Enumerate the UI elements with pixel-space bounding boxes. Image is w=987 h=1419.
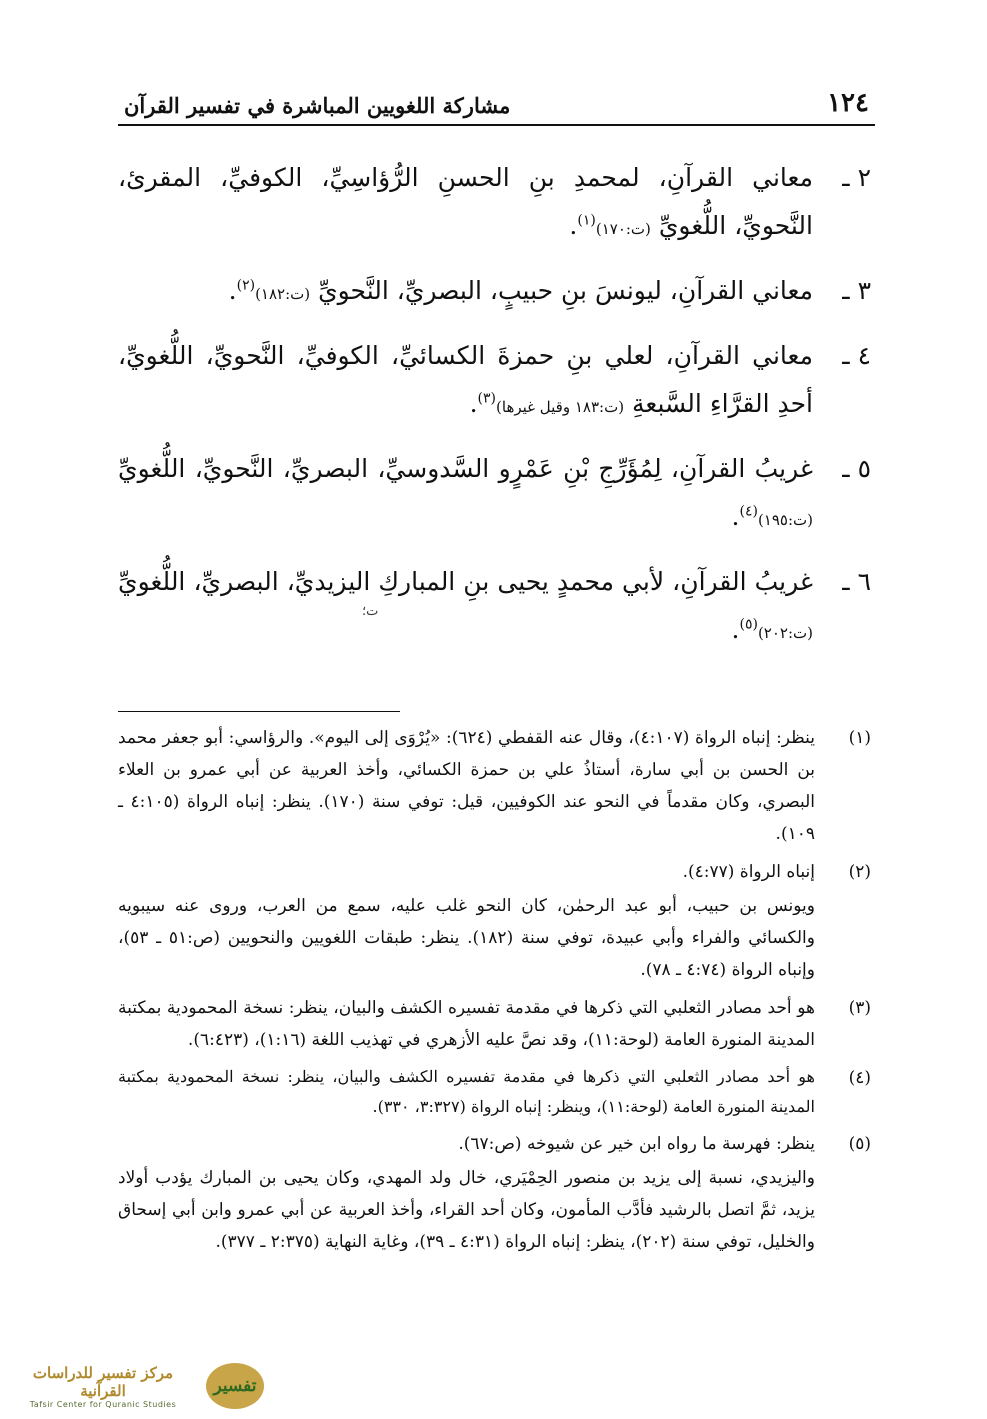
list-item-text: غريبُ القرآنِ، لأبي محمدٍ يحيى بنِ المباركِ اليزيديِّ، البصريِّ، اللُّغويِّ (ت:٢٠٢)$^{(٥)}$. xyxy=(118,567,813,644)
page-number: ١٢٤ xyxy=(827,88,869,118)
footnote-body xyxy=(118,1062,815,1122)
footnote-divider xyxy=(118,711,400,712)
list-item-number: ٣ ـ xyxy=(842,276,871,305)
footnote-number: (٣) xyxy=(848,998,871,1018)
death-date: (ت:٢٠٢) xyxy=(757,624,813,642)
logo-english-name: Tafsir Center for Quranic Studies xyxy=(29,1399,177,1409)
footnote-ref: (١) xyxy=(577,212,596,229)
footnote-number: (٥) xyxy=(848,1134,871,1154)
footnote-ref: (٣) xyxy=(477,390,497,407)
footnote-body xyxy=(118,722,815,850)
death-date: (ت:١٨٢) xyxy=(255,285,311,303)
death-date: (ت:١٩٥) xyxy=(757,511,813,529)
footnote-paragraph: هو أحد مصادر الثعلبي التي ذكرها في مقدمة تفسيره الكشف والبيان، ينظر: نسخة المحمودية بمكتبة المدينة المنورة العامة (لوحة:١١)، وقد نصَّ عليه الأزهري في تهذيب اللغة (١:١٦)، (٦:٤٢٣). xyxy=(118,998,815,1050)
footnote xyxy=(118,1128,875,1258)
death-date: (ت:١٧٠) xyxy=(595,220,651,238)
logo-mark-text: تفسير xyxy=(213,1376,257,1396)
list-item-text: غريبُ القرآنِ، لِمُؤَرِّجِ بْنِ عَمْرٍو السَّدوسيِّ، البصريِّ، النَّحويِّ، اللُّغويِّ (ت:١٩٥)$^{(٤)}$. xyxy=(118,454,813,531)
footnote xyxy=(118,722,875,850)
footnote-paragraph: هو أحد مصادر الثعلبي التي ذكرها في مقدمة تفسيره الكشف والبيان، ينظر: نسخة المحمودية بمكتبة المدينة المنورة العامة (لوحة:١١)، وينظر: إنباه الرواة (٣:٣٢٧، ٣٣٠). xyxy=(118,1067,815,1116)
footnote-body xyxy=(118,856,815,986)
death-date: (ت:١٨٣ وقيل غيرها) xyxy=(496,398,625,416)
list-item-number: ٥ ـ xyxy=(842,454,871,483)
entry-title: معاني القرآنِ، ليونسَ بنِ حبيبٍ، البصريِّ، النَّحويِّ xyxy=(318,276,813,305)
footnote xyxy=(118,856,875,986)
list-item-text: معاني القرآنِ، لعلي بنِ حمزةَ الكسائيِّ، الكوفيِّ، النَّحويِّ، اللُّغويِّ، أحدِ القرَّاءِ السَّبعةِ (ت:١٨٣ وقيل غيرها)$^{(٣)}$. xyxy=(118,341,813,418)
footnote xyxy=(118,1062,875,1122)
footnote-number: (٤) xyxy=(848,1068,871,1088)
footnote-ref: (٤) xyxy=(739,503,758,520)
footnote-number: (١) xyxy=(848,728,871,748)
footnote-body xyxy=(118,1128,815,1258)
footnote-paragraph: واليزيدي، نسبة إلى يزيد بن منصور الحِمْيَري، خال ولد المهدي، وكان يحيى بن المبارك يؤدب أولاد يزيد، ثمَّ اتصل بالرشيد فأدَّب المأمون، وكان أحد القراء، وأخذ العربية عن أبي عمرو وابن أبي إسحاق والخليل، توفي سنة (٢٠٢)، ينظر: إنباه الرواة (٤:٣١ ـ ٣٩)، وغاية النهاية (٢:٣٧٥ ـ ٣٧٧). xyxy=(118,1168,815,1252)
entry-title: معاني القرآنِ، لمحمدِ بنِ الحسنِ الرُّؤاسِيِّ، الكوفيِّ، المقرئ، النَّحويِّ، اللُّغويِّ xyxy=(118,163,813,240)
list-item-number: ٢ ـ xyxy=(842,163,871,192)
entry-title: غريبُ القرآنِ، لأبي محمدٍ يحيى بنِ المباركِ اليزيديِّ، البصريِّ، اللُّغويِّ xyxy=(118,567,813,596)
book-page xyxy=(118,78,875,1264)
list-item-text: معاني القرآنِ، لمحمدِ بنِ الحسنِ الرُّؤاسِيِّ، الكوفيِّ، المقرئ، النَّحويِّ، اللُّغويِّ (ت:١٧٠)$^{(١)}$. xyxy=(118,163,813,240)
logo-text xyxy=(8,1364,198,1409)
list-item xyxy=(118,154,875,253)
footnote xyxy=(118,992,875,1056)
footnote-ref: (٢) xyxy=(236,277,256,294)
list-item-number: ٦ ـ xyxy=(842,567,871,596)
list-item-number: ٤ ـ xyxy=(842,341,871,370)
footnote-body xyxy=(118,992,815,1056)
list-item xyxy=(118,445,875,544)
footnote-number: (٢) xyxy=(848,862,871,882)
footnote-divider-wrap xyxy=(118,691,875,712)
list-item-text: معاني القرآنِ، ليونسَ بنِ حبيبٍ، البصريِّ، النَّحويِّ (ت:١٨٢)$^{(٢)}$. xyxy=(228,276,813,305)
footnote-ref: (٥) xyxy=(739,616,758,633)
publisher-logo xyxy=(8,1360,266,1412)
footnote-paragraph: ينظر: فهرسة ما رواه ابن خير عن شيوخه (ص:٦٧). xyxy=(458,1134,815,1154)
footnote-paragraph: ويونس بن حبيب، أبو عبد الرحمٰن، كان النحو غلب عليه، سمع من العرب، وروى عنه سيبويه والكسائي والفراء وأبي عبيدة، توفي سنة (١٨٢). ينظر: طبقات اللغويين والنحويين (ص:٥١ ـ ٥٣)، وإنباه الرواة (٤:٧٤ ـ ٧٨). xyxy=(118,896,815,980)
page-header xyxy=(118,78,875,126)
list-item xyxy=(118,558,875,657)
entry-title: معاني القرآنِ، لعلي بنِ حمزةَ الكسائيِّ، الكوفيِّ، النَّحويِّ، اللُّغويِّ، أحدِ القرَّاءِ السَّبعةِ xyxy=(118,341,813,418)
logo-emblem-icon xyxy=(206,1363,264,1409)
running-title: مشاركة اللغويين المباشرة في تفسير القرآن xyxy=(124,93,511,118)
footnote-paragraph: ينظر: إنباه الرواة (٤:١٠٧)، وقال عنه القفطي (٦٢٤): «يُرْوَى إلى اليوم». والرؤاسي: أبو جعفر محمد بن الحسن بن أبي سارة، أستاذُ علي بن حمزة الكسائي، وأخذ العربية عن أبي عمرو بن العلاء البصري، وكان مقدماً في النحو عند الكوفيين، قيل: توفي سنة (١٧٠). ينظر: إنباه الرواة (٤:١٠٥ ـ ١٠٩). xyxy=(118,728,815,844)
list-item xyxy=(118,332,875,431)
book-list xyxy=(118,154,875,657)
handwritten-mark: ت؛ xyxy=(362,604,379,619)
footnotes xyxy=(118,722,875,1258)
list-item xyxy=(118,267,875,318)
footnote-paragraph: إنباه الرواة (٤:٧٧). xyxy=(682,862,815,882)
logo-arabic-name: مركز تفسير للدراسات القرآنية xyxy=(32,1363,174,1400)
entry-title: غريبُ القرآنِ، لِمُؤَرِّجِ بْنِ عَمْرٍو السَّدوسيِّ، البصريِّ، النَّحويِّ، اللُّغويِّ xyxy=(118,454,813,483)
